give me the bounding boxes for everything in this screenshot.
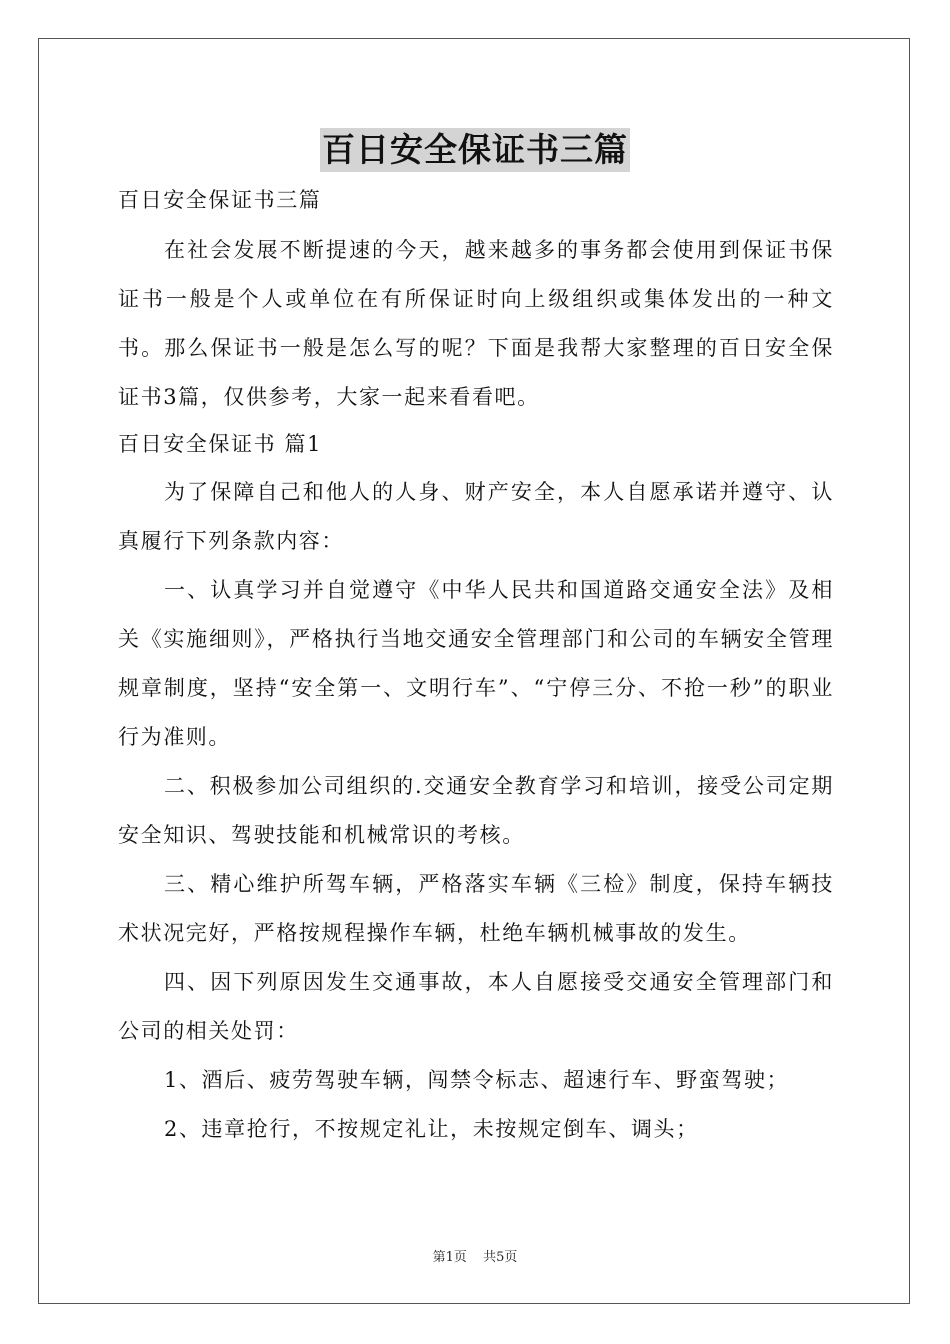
document-title: [0, 128, 950, 172]
page-number-current: 第1页: [432, 1250, 467, 1265]
paragraph-item-2: 二、积极参加公司组织的.交通安全教育学习和培训，接受公司定期安全知识、驾驶技能和机械常识的考核。: [118, 774, 834, 847]
paragraph-item-3: 三、精心维护所驾车辆，严格落实车辆《三检》制度，保持车辆技术状况完好，严格按规程操作车辆，杜绝车辆机械事故的发生。: [118, 872, 834, 945]
intro-paragraph: 在社会发展不断提速的今天，越来越多的事务都会使用到保证书保证书一般是个人或单位在有所保证时向上级组织或集体发出的一种文书。那么保证书一般是怎么写的呢？下面是我帮大家整理的百日安全保证书3篇，仅供参考，大家一起来看看吧。: [118, 238, 834, 409]
page-footer: [0, 1246, 950, 1265]
section-heading: 百日安全保证书 篇1: [118, 432, 323, 456]
document-body: [118, 180, 834, 1154]
paragraph-pledge: 为了保障自己和他人的人身、财产安全，本人自愿承诺并遵守、认真履行下列条款内容：: [118, 480, 834, 553]
page-number-total: 共5页: [483, 1250, 518, 1265]
paragraph-subitem-1: 1、酒后、疲劳驾驶车辆，闯禁令标志、超速行车、野蛮驾驶；: [164, 1068, 790, 1092]
document-subtitle: 百日安全保证书三篇: [118, 188, 322, 212]
document-title-text: 百日安全保证书三篇: [320, 128, 630, 172]
paragraph-item-1: 一、认真学习并自觉遵守《中华人民共和国道路交通安全法》及相关《实施细则》，严格执行当地交通安全管理部门和公司的车辆安全管理规章制度，坚持“安全第一、文明行车”、“宁停三分、不抢一秒”的职业行为准则。: [118, 578, 834, 749]
paragraph-item-4: 四、因下列原因发生交通事故，本人自愿接受交通安全管理部门和公司的相关处罚：: [118, 970, 834, 1043]
paragraph-subitem-2: 2、违章抢行，不按规定礼让，未按规定倒车、调头；: [164, 1117, 699, 1141]
